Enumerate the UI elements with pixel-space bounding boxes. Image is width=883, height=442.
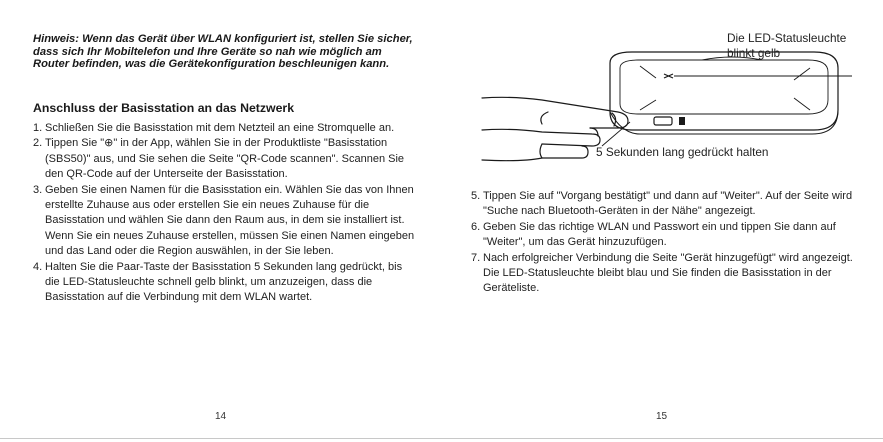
- step-number: 6.: [471, 220, 481, 233]
- left-page: [0, 0, 441, 442]
- base-station-device: [610, 52, 838, 134]
- step-item: [471, 220, 871, 251]
- section-title: Anschluss der Basisstation an das Netzwerk: [33, 101, 295, 115]
- step-item: [33, 121, 418, 136]
- step-text: Geben Sie das richtige WLAN und Passwort ein und tippen Sie dann auf "Weiter", um das Gerät hinzuzufügen.: [483, 220, 836, 249]
- steps-list-left: [33, 121, 418, 306]
- right-page: [442, 0, 883, 442]
- hold-instruction-label: 5 Sekunden lang gedrückt halten: [596, 145, 769, 159]
- led-indicator-icon: [664, 74, 673, 78]
- bottom-divider: [0, 438, 883, 439]
- step-text: Tippen Sie auf "Vorgang bestätigt" und dann auf "Weiter". Auf der Seite wird "Suche nach Bluetooth-Geräten in der Nähe" angezeigt.: [483, 190, 853, 218]
- step-item: [33, 183, 418, 260]
- step-number: 7.: [471, 251, 481, 264]
- step-item: [471, 189, 871, 220]
- step-item: [33, 136, 418, 182]
- step-text: Tippen Sie "⊕" in der App, wählen Sie in der Produktliste "Basisstation (SBS50)" aus, und Sie sehen die Seite "QR-Code scannen". Scannen Sie den QR-Code auf der Unterseite der Basisstation.: [45, 137, 405, 181]
- page-number-left: 14: [215, 411, 227, 422]
- port-icon: [679, 117, 685, 125]
- step-number: 1.: [33, 122, 43, 134]
- step-item: [33, 260, 418, 306]
- step-number: 5.: [471, 190, 481, 202]
- step-text: Geben Sie einen Namen für die Basisstation ein. Wählen Sie das von Ihnen erstellte Zuhause aus oder erstellen Sie ein neues Zuhause für die Basisstation und wählen Sie dann den Raum aus, in dem sie installiert ist. Wenn Sie ein neues Zuhause erstellen, müssen Sie einen Namen eingeben und das Land oder die Region auswählen, in der Sie leben.: [45, 183, 415, 258]
- step-text: Halten Sie die Paar-Taste der Basisstation 5 Sekunden lang gedrückt, bis die LED-Statusleuchte schnell gelb blinkt, um anzuzeigen, dass die Basisstation auf die Verbindung mit dem WLAN wartet.: [45, 260, 403, 304]
- step-text: Nach erfolgreicher Verbindung die Seite "Gerät hinzugefügt" wird angezeigt. Die LED-Statusleuchte bleibt blau und Sie finden die Basisstation in der Geräteliste.: [483, 251, 853, 295]
- hint-note: Hinweis: Wenn das Gerät über WLAN konfiguriert ist, stellen Sie sicher, dass sich Ihr Mobiltelefon und Ihre Geräte so nah wie möglich am Router befinden, was die Gerätekonfiguration beschleunigen kann.: [33, 33, 413, 71]
- step-number: 3.: [33, 183, 43, 196]
- step-number: 2.: [33, 137, 43, 150]
- page-number-right: 15: [656, 411, 668, 422]
- pair-button-icon: [654, 117, 672, 125]
- led-status-label: Die LED-Statusleuchte blinkt gelb: [727, 31, 847, 60]
- steps-list-right: [471, 189, 871, 297]
- step-text: Schließen Sie die Basisstation mit dem Netzteil an eine Stromquelle an.: [45, 122, 395, 134]
- step-number: 4.: [33, 260, 43, 273]
- step-item: [471, 251, 871, 297]
